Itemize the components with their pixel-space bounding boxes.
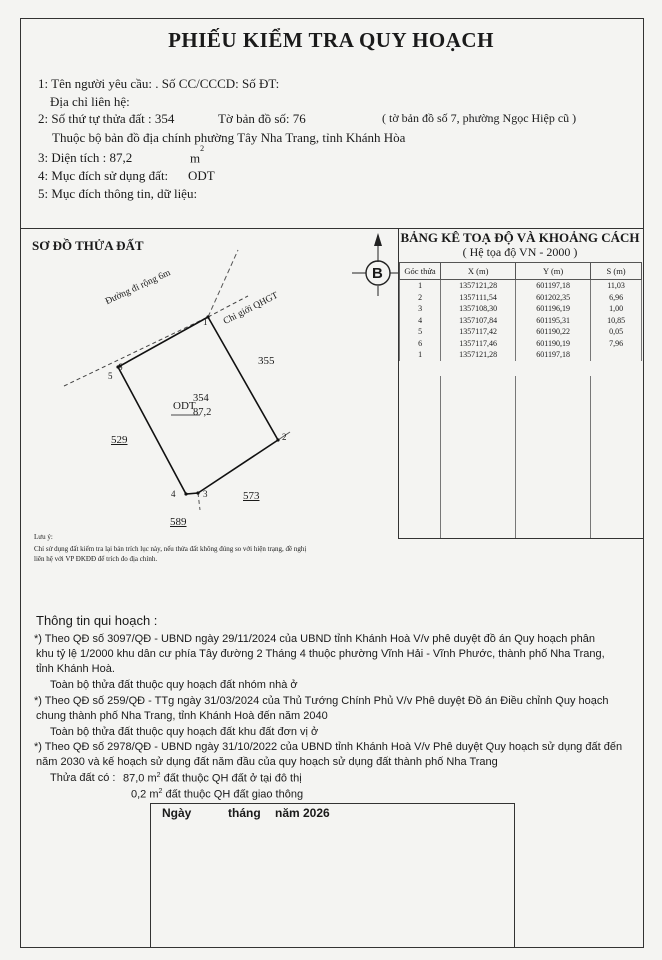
table-cell: 1357107,84 — [441, 315, 516, 327]
table-cell: 1 — [400, 349, 441, 361]
date-month: tháng — [228, 806, 261, 820]
table-title: BẢNG KÊ TOẠ ĐỘ VÀ KHOẢNG CÁCH — [400, 230, 640, 245]
signature-box — [150, 803, 515, 947]
table-cell: 7,96 — [591, 338, 642, 350]
vertex-1: 1 — [203, 317, 208, 327]
parcel-outline — [118, 317, 278, 494]
land-use-label: 4: Mục đích sử dụng đất: — [38, 168, 169, 183]
vertex-2: 2 — [282, 432, 287, 442]
table-cell: 1 — [400, 280, 441, 292]
parcel-map-number: 354 — [193, 393, 209, 404]
table-cell: 1,00 — [591, 303, 642, 315]
table-subtitle: ( Hệ tọa độ VN - 2000 ) — [462, 245, 578, 259]
neighbor-529: 529 — [111, 434, 128, 446]
date-day: Ngày — [162, 806, 192, 820]
neighbor-589: 589 — [170, 516, 187, 528]
table-cell: 6 — [400, 338, 441, 350]
table-row — [400, 338, 642, 350]
table-row — [400, 326, 642, 338]
table-cell: 601195,31 — [516, 315, 591, 327]
table-cell — [591, 349, 642, 361]
old-map-sheet: ( tờ bản đồ số 7, phường Ngọc Hiệp cũ ) — [382, 111, 577, 125]
parcel-number: 2: Số thứ tự thửa đất : 354 — [38, 111, 175, 126]
planning-p2-line2: chung thành phố Nha Trang, tỉnh Khánh Hoà đến năm 2040 — [36, 710, 328, 722]
parcel-map-area: 87,2 — [193, 407, 212, 418]
info-purpose: 5: Mục đích thông tin, dữ liệu: — [38, 186, 198, 201]
vertex-3: 3 — [203, 489, 208, 499]
table-cell: 1357121,28 — [441, 280, 516, 292]
neighbor-355: 355 — [258, 355, 275, 367]
note-line-2: liên hệ với VP ĐKĐĐ để trích đo địa chính. — [34, 555, 158, 563]
planning-p2-line1: *) Theo QĐ số 259/QĐ - TTg ngày 31/03/2024 của Thủ Tướng Chính Phủ V/v Phê duyệt Đồ án Điều chỉnh Quy hoạch — [34, 695, 609, 707]
table-cell: 6,96 — [591, 292, 642, 304]
planning-p1-line2: khu tỷ lệ 1/2000 khu dân cư phía Tây đường 2 Tháng 4 thuộc phường Vĩnh Hải - Vĩnh Phước, thành phố Nha Trang, — [36, 648, 605, 660]
table-cell: 11,03 — [591, 280, 642, 292]
neighbor-573: 573 — [243, 490, 260, 502]
table-cell: 601190,22 — [516, 326, 591, 338]
planning-p3-line1: *) Theo QĐ số 2978/QĐ - UBND ngày 31/10/2022 của UBND tỉnh Khánh Hoà V/v Phê duyệt Quy hoạch sử dụng đất đến — [34, 741, 623, 753]
col-y: Y (m) — [516, 263, 591, 280]
vertex-4: 4 — [171, 489, 176, 499]
table-cell: 601190,19 — [516, 338, 591, 350]
vertex-6: 6 — [118, 362, 123, 372]
col-s: S (m) — [591, 263, 642, 280]
requester-line: 1: Tên người yêu cầu: . Số CC/CCCD: Số ĐT: — [38, 76, 280, 91]
date-year: năm 2026 — [275, 806, 330, 820]
table-cell: 10,85 — [591, 315, 642, 327]
table-row — [400, 349, 642, 361]
table-cell: 5 — [400, 326, 441, 338]
col-vertex: Góc thửa — [400, 263, 441, 280]
vertex-5: 5 — [108, 371, 113, 381]
planning-p1-result: Toàn bộ thửa đất thuộc quy hoạch đất nhóm nhà ở — [50, 679, 298, 691]
planning-p3-parcel-label: Thửa đất có : — [50, 772, 116, 784]
table-cell: 4 — [400, 315, 441, 327]
parcel-divider-south — [198, 493, 200, 510]
planning-p3-line2: năm 2030 và kế hoạch sử dụng đất năm đầu của quy hoạch sử dụng đất thành phố Nha Trang — [36, 756, 498, 768]
table-cell: 1357117,42 — [441, 326, 516, 338]
road-label: Đường đi rộng 6m — [104, 268, 173, 308]
planning-p2-result: Toàn bộ thửa đất thuộc quy hoạch đất khu đất đơn vị ở — [50, 726, 319, 738]
table-empty-area — [399, 376, 642, 538]
planning-p1-line1: *) Theo QĐ số 3097/QĐ - UBND ngày 29/11/2024 của UBND tỉnh Khánh Hoà V/v phê duyệt đồ án Quy hoạch phân — [34, 633, 595, 645]
area-value: 3: Diện tích : 87,2 — [38, 150, 133, 165]
land-use-value: ODT — [188, 168, 215, 183]
table-cell: 601202,35 — [516, 292, 591, 304]
planning-p3-transport: 0,2 $m^2$ đất thuộc QH đất giao thông — [131, 788, 304, 801]
table-cell: 1357108,30 — [441, 303, 516, 315]
map-title: SƠ ĐỒ THỬA ĐẤT — [32, 238, 144, 253]
boundary-label: Chỉ giới QHGT — [222, 290, 280, 327]
table-row — [400, 303, 642, 315]
map-sheet-number: Tờ bản đồ số: 76 — [218, 111, 306, 126]
table-cell: 601197,18 — [516, 280, 591, 292]
table-cell: 3 — [400, 303, 441, 315]
table-row — [400, 315, 642, 327]
coordinate-table — [399, 262, 642, 361]
table-cell: 1357117,46 — [441, 338, 516, 350]
table-cell: 1357121,28 — [441, 349, 516, 361]
table-cell: 601196,19 — [516, 303, 591, 315]
compass-letter: B — [372, 265, 383, 282]
table-cell: 601197,18 — [516, 349, 591, 361]
area-unit: $m^2$ — [190, 144, 205, 166]
table-header-row — [400, 263, 642, 280]
document-title: PHIẾU KIỂM TRA QUY HOẠCH — [168, 28, 494, 52]
planning-heading: Thông tin qui hoạch : — [36, 613, 158, 628]
planning-p3-residential: 87,0 $m^2$ đất thuộc QH đất ở tại đô thị — [123, 772, 302, 785]
note-label: Lưu ý: — [34, 533, 53, 541]
parcel-type: ODT — [173, 400, 196, 412]
cadastral-set: Thuộc bộ bản đồ địa chính phường Tây Nha Trang, tỉnh Khánh Hòa — [52, 130, 406, 145]
table-row — [400, 280, 642, 292]
address-line: Địa chỉ liên hệ: — [50, 94, 130, 109]
note-line-1: Chỉ sử dụng đất kiểm tra lại bản trích lục này, nếu thửa đất không đúng so với hiện trạng, đề nghị — [34, 545, 307, 553]
col-x: X (m) — [441, 263, 516, 280]
table-cell: 1357111,54 — [441, 292, 516, 304]
table-cell: 2 — [400, 292, 441, 304]
planning-p1-line3: tỉnh Khánh Hoà. — [36, 663, 115, 675]
table-cell: 0,05 — [591, 326, 642, 338]
road-boundary-line — [64, 317, 208, 386]
table-row — [400, 292, 642, 304]
neighbor-divider — [208, 250, 238, 317]
